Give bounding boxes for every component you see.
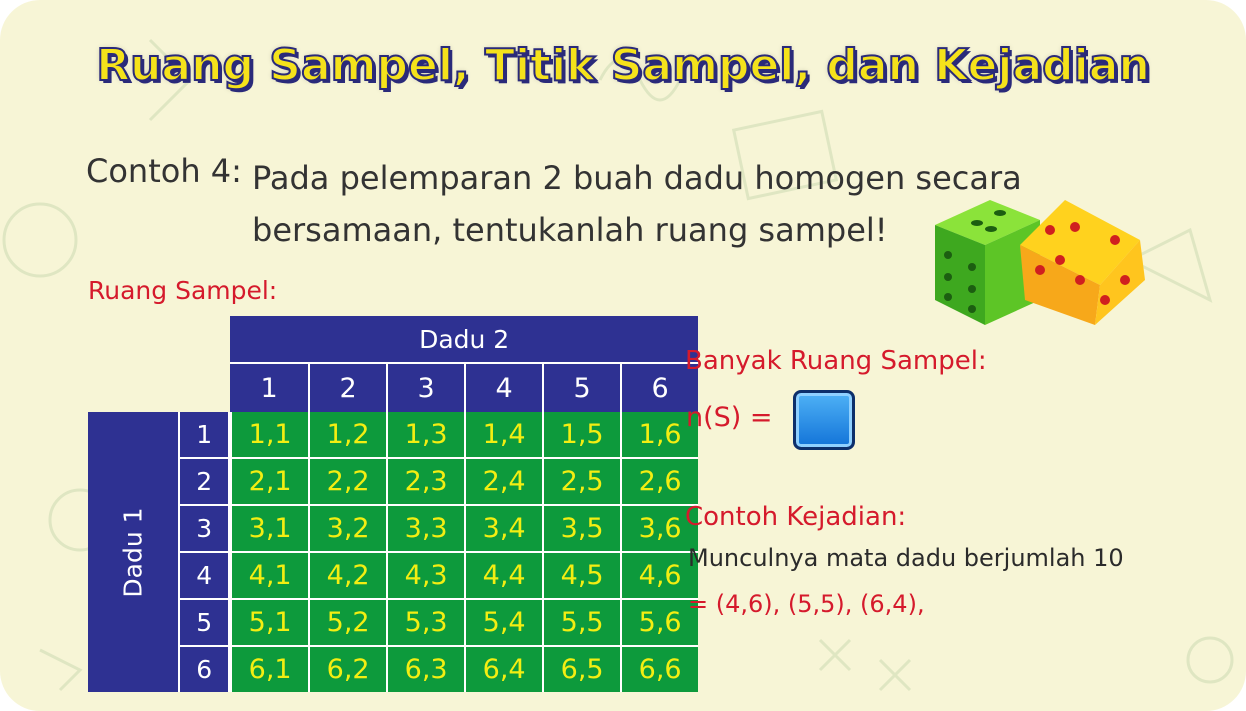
table-cell: 1,4 [464,412,542,457]
row-header: 6 [180,645,230,692]
example-label: Contoh 4: [86,152,242,190]
row-header: 4 [180,551,230,598]
question-line-2: bersamaan, tentukanlah ruang sampel! [252,211,888,249]
table-cell: 2,1 [230,457,308,504]
dice-icon [925,185,1155,335]
table-cell: 3,2 [308,504,386,551]
row-header: 2 [180,457,230,504]
table-cell: 6,1 [230,645,308,692]
table-cell: 4,6 [620,551,698,598]
table-row [88,504,698,551]
kejadian-description: Munculnya mata dadu berjumlah 10 [688,544,1124,572]
contoh-kejadian-label: Contoh Kejadian: [685,502,907,532]
ruang-sampel-label: Ruang Sampel: [88,276,278,305]
table-title-row [88,316,698,362]
row-header: 1 [180,412,230,457]
table-row [88,412,698,457]
table-cell: 4,1 [230,551,308,598]
row-header: 5 [180,598,230,645]
table-cell: 1,1 [230,412,308,457]
page-title: Ruang Sampel, Titik Sampel, dan Kejadian [96,40,1150,91]
table-row [88,598,698,645]
table-cell: 3,5 [542,504,620,551]
table-cell: 2,5 [542,457,620,504]
table-cell: 6,3 [386,645,464,692]
table-cell: 5,2 [308,598,386,645]
col-header: 6 [620,362,698,412]
table-cell: 6,6 [620,645,698,692]
table-cell: 4,4 [464,551,542,598]
ns-label: n(S) = [686,402,773,433]
col-header: 5 [542,362,620,412]
answer-reveal-button[interactable] [793,390,855,450]
table-cell: 2,6 [620,457,698,504]
row-header: 3 [180,504,230,551]
table-cell: 3,4 [464,504,542,551]
table-cell: 3,1 [230,504,308,551]
question-line-1: Pada pelemparan 2 buah dadu homogen secara [252,159,1022,197]
table-cell: 5,4 [464,598,542,645]
table-cell: 5,6 [620,598,698,645]
table-row [88,551,698,598]
table-cell: 6,4 [464,645,542,692]
table-cell: 6,2 [308,645,386,692]
table-cell: 1,3 [386,412,464,457]
kejadian-set: = (4,6), (5,5), (6,4), [688,590,925,618]
question-text [252,152,1022,256]
table-cell: 1,6 [620,412,698,457]
table-cell: 1,2 [308,412,386,457]
table-cell: 4,3 [386,551,464,598]
col-header: 2 [308,362,386,412]
table-cell: 5,5 [542,598,620,645]
col-header: 3 [386,362,464,412]
table-cell: 5,1 [230,598,308,645]
table-cell: 2,3 [386,457,464,504]
col-header: 4 [464,362,542,412]
banyak-ruang-sampel-label: Banyak Ruang Sampel: [685,346,987,376]
row-title-dadu-1 [88,412,180,692]
col-title-dadu-2: Dadu 2 [230,316,698,362]
table-row [88,645,698,692]
table-row [88,457,698,504]
col-header: 1 [230,362,308,412]
row-title-text: Dadu 1 [118,506,148,598]
table-cell: 3,3 [386,504,464,551]
table-cell: 4,2 [308,551,386,598]
table-cell: 2,4 [464,457,542,504]
table-cell: 1,5 [542,412,620,457]
sample-space-table [88,316,698,692]
table-cell: 6,5 [542,645,620,692]
col-header-row [88,362,698,412]
table-cell: 3,6 [620,504,698,551]
table-cell: 4,5 [542,551,620,598]
table-cell: 5,3 [386,598,464,645]
table-cell: 2,2 [308,457,386,504]
